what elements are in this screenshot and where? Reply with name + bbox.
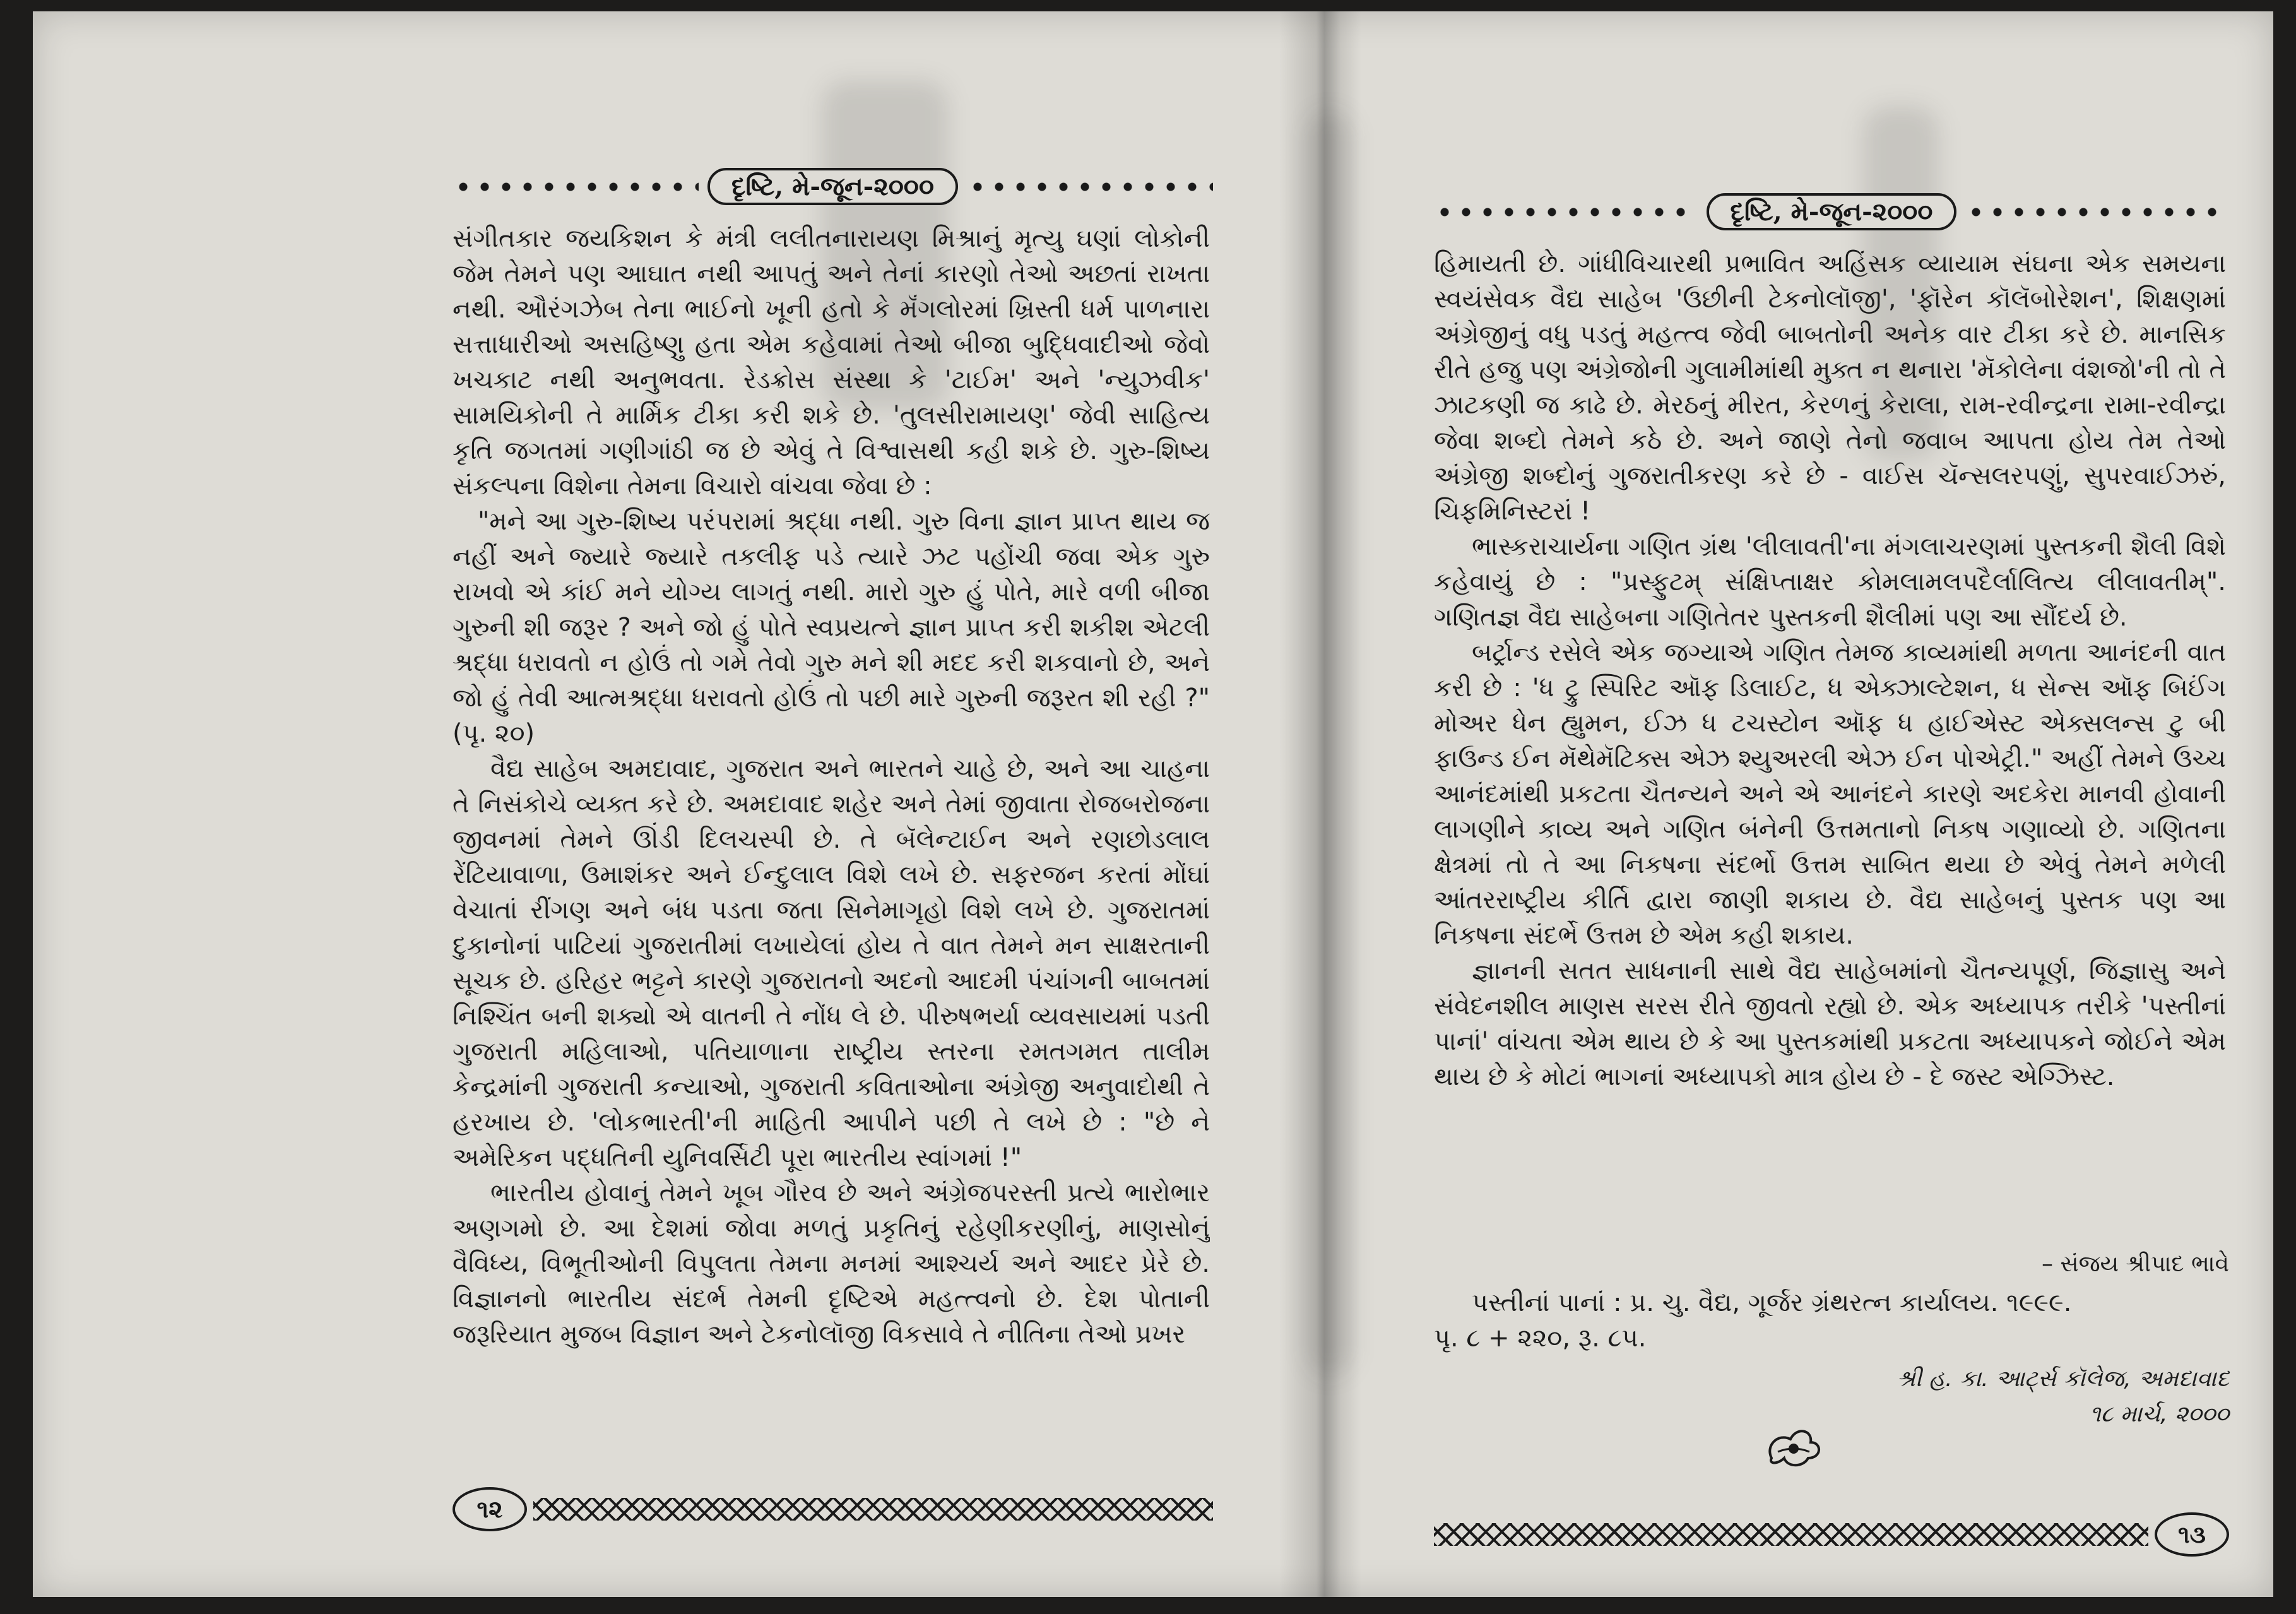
right-page: [1361, 11, 2273, 1597]
paragraph: વૈદ્ય સાહેબ અમદાવાદ, ગુજરાત અને ભારતને ચાહે છે, અને આ ચાહના તે નિસંકોચે વ્યક્ત કરે છે. અમદાવાદ શહેર અને તેમાં જીવાતા રોજબરોજના જીવનમાં તેમને ઊંડી દિલચસ્પી છે. તે બૅલેન્ટાઈન અને રણછોડલાલ રેંટિયાવાળા, ઉમાશંકર અને ઈન્દુલાલ વિશે લખે છે. સફરજન કરતાં મોંઘાં વેચાતાં રીંગણ અને બંધ પડતા જતા સિનેમાગૃહો વિશે લખે છે. ગુજરાતમાં દુકાનોનાં પાટિયાં ગુજરાતીમાં લખાયેલાં હોય તે વાત તેમને મન સાક્ષરતાની સૂચક છે. હરિહર ભટ્ટને કારણે ગુજરાતનો અદનો આદમી પંચાંગની બાબતમાં નિશ્ચિંત બની શક્યો એ વાતની તે નોંધ લે છે. પીરુષભર્યા વ્યવસાયમાં પડતી ગુજરાતી મહિલાઓ, પતિયાળાના રાષ્ટ્રીય સ્તરના રમતગમત તાલીમ કેન્દ્રમાંની ગુજરાતી કન્યાઓ, ગુજરાતી કવિતાઓના અંગ્રેજી અનુવાદોથી તે હરખાય છે. 'લોકભારતી'ની માહિતી આપીને પછી તે લખે છે : "છે ને અમેરિકન પદ્ધતિની યુનિવર્સિટી પૂરા ભારતીય સ્વાંગમાં !": [453, 754, 1210, 1172]
left-text-column: [453, 221, 1210, 1477]
header-ornament: [453, 176, 699, 198]
magazine-spread: [33, 11, 2273, 1597]
header-ornament: [967, 176, 1213, 198]
quote-paragraph: "મને આ ગુરુ-શિષ્ય પરંપરામાં શ્રદ્ધા નથી. ગુરુ વિના જ્ઞાન પ્રાપ્ત થાય જ નહીં અને જ્યારે જ્યારે તકલીફ પડે ત્યારે ઝટ પહોંચી જવા એક ગુરુ રાખવો એ કાંઈ મને યોગ્ય લાગતું નથી. મારો ગુરુ હું પોતે, મારે વળી બીજા ગુરુની શી જરૂર ? અને જો હું પોતે સ્વપ્રયત્ને જ્ઞાન પ્રાપ્ત કરી શકીશ એટલી શ્રદ્ધા ધરાવતો ન હોઉં તો ગમે તેવો ગુરુ મને શી મદદ કરી શકવાનો છે, અને જો હું તેવી આત્મશ્રદ્ધા ધરાવતો હોઉં તો પછી મારે ગુરુની જરૂરત શી રહી ?" (પૃ. ૨૦): [453, 507, 1210, 748]
scan-smudge: [1308, 112, 1352, 1375]
header-ornament: [1965, 201, 2229, 223]
footer-ornament: [533, 1498, 1213, 1521]
author-signature: – સંજય શ્રીપાદ ભાવે: [2041, 1251, 2229, 1277]
right-text-column: [1434, 246, 2226, 1231]
footer-ornament: [1434, 1523, 2148, 1546]
left-page-header: [453, 168, 1213, 205]
author-affiliation: શ્રી હ. કા. આર્ટ્સ કૉલેજ, અમદાવાદ: [1897, 1366, 2229, 1392]
paragraph: જ્ઞાનની સતત સાધનાની સાથે વૈદ્ય સાહેબમાંનો ચૈતન્યપૂર્ણ, જિજ્ઞાસુ અને સંવેદનશીલ માણસ સરસ રીતે જીવતો રહ્યો છે. એક અધ્યાપક તરીકે 'પસ્તીનાં પાનાં' વાંચતા એમ થાય છે કે આ પુસ્તકમાંથી પ્રકટતા અધ્યાપકને જોઈને એમ થાય છે કે મોટાં ભાગનાં અધ્યાપકો માત્ર હોય છે - દે જસ્ટ એગ્ઝિસ્ટ.: [1434, 956, 2226, 1091]
right-header-title: દૃષ્ટિ, મે-જૂન-૨૦૦૦: [1707, 193, 1957, 230]
paragraph: ભારતીય હોવાનું તેમને ખૂબ ગૌરવ છે અને અંગ્રેજપરસ્તી પ્રત્યે ભારોભાર અણગમો છે. આ દેશમાં જોવા મળતું પ્રકૃતિનું રહેણીકરણીનું, માણસોનું વૈવિધ્ય, વિભૂતીઓની વિપુલતા તેમના મનમાં આશ્ચર્ય અને આદર પ્રેરે છે. વિજ્ઞાનનો ભારતીય સંદર્ભ તેમની દૃષ્ટિએ મહત્ત્વનો છે. દેશ પોતાની જરૂરિયાત મુજબ વિજ્ઞાન અને ટેકનોલૉજી વિકસાવે તે નીતિના તેઓ પ્રખર: [453, 1178, 1210, 1349]
paragraph: હિમાયતી છે. ગાંધીવિચારથી પ્રભાવિત અહિંસક વ્યાયામ સંઘના એક સમયના સ્વયંસેવક વૈદ્ય સાહેબ 'ઉછીની ટેકનોલૉજી', 'ફૉરેન કૉલૅબોરેશન', શિક્ષણમાં અંગ્રેજીનું વધુ પડતું મહત્ત્વ જેવી બાબતોની અનેક વાર ટીકા કરે છે. માનસિક રીતે હજુ પણ અંગ્રેજોની ગુલામીમાંથી મુક્ત ન થનારા 'મૅકોલેના વંશજો'ની તો તે ઝાટકણી જ કાઢે છે. મેરઠનું મીરત, કેરળનું કેરાલા, રામ-રવીન્દ્રના રામા-રવીન્દ્રા જેવા શબ્દો તેમને કઠે છે. અને જાણે તેનો જવાબ આપતા હોય તેમ તેઓ અંગ્રેજી શબ્દોનું ગુજરાતીકરણ કરે છે - વાઈસ ચૅન્સલરપણું, સુપરવાઈઝરું, ચિફમિનિસ્ટરાં !: [1434, 249, 2226, 526]
page-number: ૧૩: [2155, 1512, 2229, 1557]
left-page-footer: [453, 1487, 1213, 1531]
citation-line: પૃ. ૮ + ૨૨૦, રૂ. ૮૫.: [1434, 1324, 1647, 1353]
flower-ornament-icon: [1759, 1420, 1828, 1471]
left-page: [33, 11, 1279, 1597]
paragraph: સંગીતકાર જયકિશન કે મંત્રી લલીતનારાયણ મિશ્રાનું મૃત્યુ ઘણાં લોકોની જેમ તેમને પણ આઘાત નથી આપતું અને તેનાં કારણો તેઓ અછતાં રાખતા નથી. ઔરંગઝેબ તેના ભાઈનો ખૂની હતો કે મૅંગલોરમાં ખ્રિસ્તી ધર્મ પાળનારા સત્તાધારીઓ અસહિષ્ણુ હતા એમ કહેવામાં તેઓ બીજા બુદ્ધિવાદીઓ જેવો ખચકાટ નથી અનુભવતા. રેડક્રોસ સંસ્થા કે 'ટાઈમ' અને 'ન્યુઝવીક' સામયિકોની તે માર્મિક ટીકા કરી શકે છે. 'તુલસીરામાયણ' જેવી સાહિત્ય કૃતિ જગતમાં ગણીગાંઠી જ છે એવું તે વિશ્વાસથી કહી શકે છે. ગુરુ-શિષ્ય સંકલ્પના વિશેના તેમના વિચારો વાંચવા જેવા છે :: [453, 224, 1210, 501]
paragraph: ભાસ્કરાચાર્યના ગણિત ગ્રંથ 'લીલાવતી'ના મંગલાચરણમાં પુસ્તકની શૈલી વિશે કહેવાયું છે : "પ્રસ્ફુટમ્ સંક્ષિપ્તાક્ષર કોમલામલપદૈર્લાલિત્ય લીલાવતીમ્". ગણિતજ્ઞ વૈદ્ય સાહેબના ગણિતેતર પુસ્તકની શૈલીમાં પણ આ સૌંદર્ય છે.: [1434, 532, 2226, 632]
header-ornament: [1434, 201, 1698, 223]
right-page-header: [1434, 193, 2229, 230]
page-number: ૧૨: [453, 1487, 527, 1531]
left-header-title: દૃષ્ટિ, મે-જૂન-૨૦૦૦: [707, 168, 958, 205]
article-date: ૧૮ માર્ચ, ૨૦૦૦: [2090, 1401, 2229, 1427]
paragraph: બર્ટ્રાન્ડ રસેલે એક જગ્યાએ ગણિત તેમજ કાવ્યમાંથી મળતા આનંદની વાત કરી છે : 'ધ ટ્રુ સ્પિરિટ ઑફ ડિલાઈટ, ધ એક્ઝાલ્ટેશન, ધ સેન્સ ઑફ બિઈંગ મોઅર ધેન હ્યુમન, ઈઝ ધ ટચસ્ટોન ઑફ ધ હાઈએસ્ટ એક્સલન્સ ટુ બી ફાઉન્ડ ઈન મૅથેમૅટિક્સ એઝ શ્યુઅરલી એઝ ઈન પોએટ્રી." અહીં તેમને ઉચ્ચ આનંદમાંથી પ્રકટતા ચૈતન્યને અને એ આનંદને કારણે અદકેરા માનવી હોવાની લાગણીને કાવ્ય અને ગણિત બંનેની ઉત્તમતાનો નિકષ ગણાવ્યો છે. ગણિતના ક્ષેત્રમાં તો તે આ નિકષના સંદર્ભો ઉત્તમ સાબિત થયા છે એવું તેમને મળેલી આંતરરાષ્ટ્રીય કીર્તિ દ્વારા જાણી શકાય છે. વૈદ્ય સાહેબનું પુસ્તક પણ આ નિકષના સંદર્ભે ઉત્તમ છે એમ કહી શકાય.: [1434, 638, 2226, 950]
citation-line: પસ્તીનાં પાનાં : પ્ર. ચુ. વૈદ્ય, ગૂર્જર ગ્રંથરત્ન કાર્યાલય. ૧૯૯૯.: [1472, 1288, 2072, 1317]
book-citation: [1434, 1285, 2226, 1361]
right-page-footer: [1434, 1512, 2229, 1557]
